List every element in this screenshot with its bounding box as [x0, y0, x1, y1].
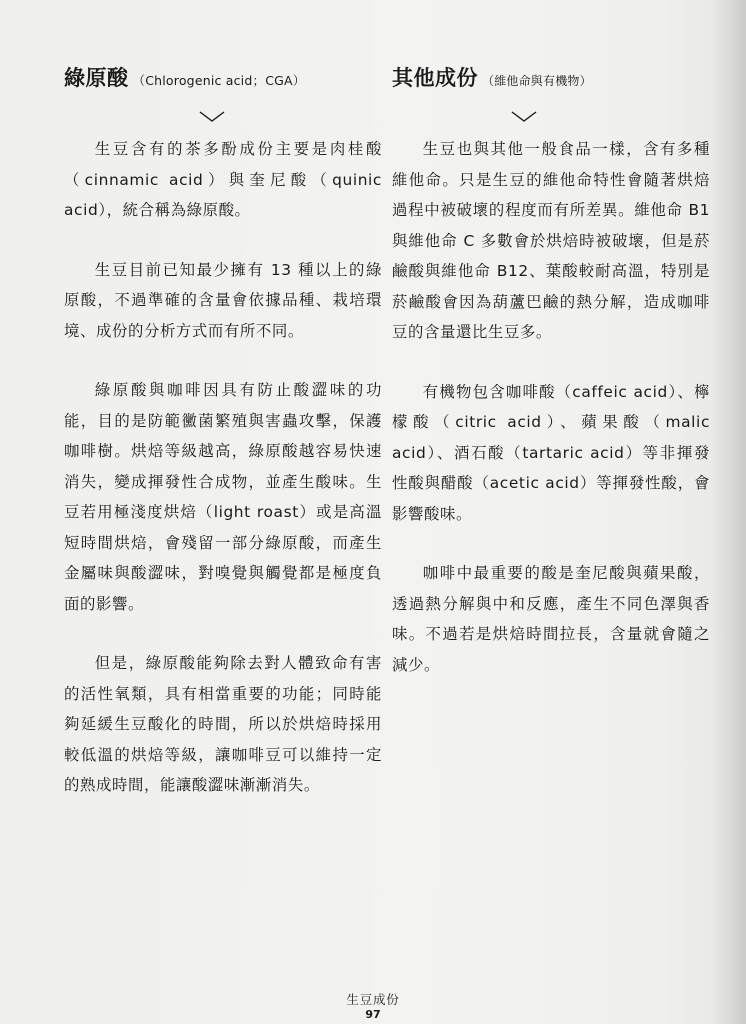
left-paragraph-3: 綠原酸與咖啡因具有防止酸澀味的功能，目的是防範黴菌繁殖與害蟲攻擊，保護咖啡樹。烘焙等級越高，綠原酸越容易快速消失，變成揮發性合成物，並產生酸味。生豆若用極淺度烘焙（light roast）或是高溫短時間烘焙，會殘留一部分綠原酸，而產生金屬味與酸澀味，對嗅覺與觸覺都是極度負面的影響。 [64, 381, 382, 613]
right-heading-subtitle: （維他命與有機物） [482, 74, 592, 88]
right-paragraph-3: 咖啡中最重要的酸是奎尼酸與蘋果酸，透過熱分解與中和反應，產生不同色澤與香味。不過若是烘焙時間拉長，含量就會隨之減少。 [392, 564, 710, 674]
left-column [64, 62, 382, 830]
right-heading [392, 62, 710, 98]
left-paragraph-4: 但是，綠原酸能夠除去對人體致命有害的活性氧類，具有相當重要的功能；同時能夠延緩生豆酸化的時間，所以於烘焙時採用較低溫的烘焙等級，讓咖啡豆可以維持一定的熟成時間，能讓酸澀味漸漸消失。 [64, 654, 382, 794]
chevron-down-icon [64, 108, 382, 128]
chevron-down-icon [392, 108, 710, 128]
page-edge-shadow [712, 0, 746, 1024]
left-body [64, 134, 382, 801]
right-body [392, 134, 710, 680]
page-number: 97 [365, 1008, 381, 1021]
right-heading-title: 其他成份 [392, 66, 478, 90]
left-paragraph-2: 生豆目前已知最少擁有 13 種以上的綠原酸，不過準確的含量會依據品種、栽培環境、成份的分析方式而有所不同。 [64, 260, 382, 340]
right-paragraph-1: 生豆也與其他一般食品一樣，含有多種維他命。只是生豆的維他命特性會隨著烘焙過程中被破壞的程度而有所差異。維他命 B1 與維他命 C 多數會於烘焙時被破壞，但是菸鹼酸與維他命 B12、葉酸較耐高溫，特別是菸鹼酸會因為葫蘆巴鹼的熱分解，造成咖啡豆的含量還比生豆多。 [392, 140, 710, 341]
left-heading-subtitle: （Chlorogenic acid；CGA） [132, 73, 306, 88]
footer-section-title: 生豆成份 [346, 992, 400, 1007]
left-paragraph-1: 生豆含有的茶多酚成份主要是肉桂酸（cinnamic acid）與奎尼酸（quinic acid），統合稱為綠原酸。 [64, 140, 382, 219]
left-heading [64, 62, 382, 98]
left-heading-title: 綠原酸 [64, 66, 129, 90]
right-paragraph-2: 有機物包含咖啡酸（caffeic acid）、檸檬酸（citric acid）、蘋果酸（malic acid）、酒石酸（tartaric acid）等非揮發性酸與醋酸（acetic acid）等揮發性酸，會影響酸味。 [392, 382, 710, 523]
right-column [392, 62, 710, 709]
